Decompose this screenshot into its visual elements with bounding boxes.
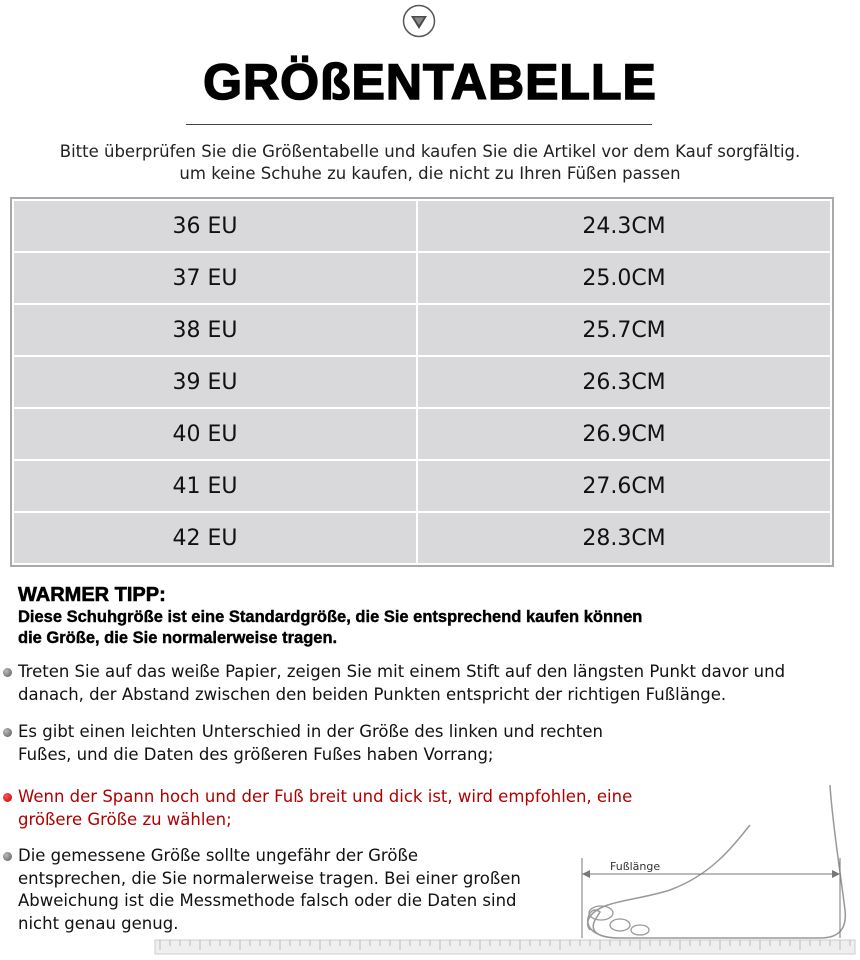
cm-length-cell: 24.3CM bbox=[417, 200, 831, 252]
intro-line-2: um keine Schuhe zu kaufen, die nicht zu Ihren Füßen passen bbox=[179, 164, 681, 183]
eu-size-cell: 42 EU bbox=[13, 512, 417, 564]
eu-size-cell: 40 EU bbox=[13, 408, 417, 460]
cm-length-cell: 25.7CM bbox=[417, 304, 831, 356]
bullet-dot-icon bbox=[3, 668, 12, 677]
bullet-dot-icon bbox=[3, 793, 12, 802]
tip-line-2: die Größe, die Sie normalerweise tragen. bbox=[18, 629, 338, 647]
bullet-item-warning bbox=[18, 786, 632, 831]
eu-size-cell: 39 EU bbox=[13, 356, 417, 408]
cm-length-cell: 28.3CM bbox=[417, 512, 831, 564]
table-row bbox=[13, 460, 831, 512]
foot-length-label: Fußlänge bbox=[610, 860, 661, 873]
eu-size-cell: 36 EU bbox=[13, 200, 417, 252]
page-title: GRÖßENTABELLE bbox=[203, 54, 657, 110]
bullet-dot-icon bbox=[3, 728, 12, 737]
bullet-line: größere Größe zu wählen; bbox=[18, 809, 232, 829]
bullet-line: Treten Sie auf das weiße Papier, zeigen Sie mit einem Stift auf den längsten Punkt davor und bbox=[18, 662, 786, 681]
bullet-line: Abweichung ist die Messmethode falsch oder die Daten sind bbox=[18, 891, 517, 910]
cm-length-cell: 26.9CM bbox=[417, 408, 831, 460]
bullet-line: Fußes, und die Daten des größeren Fußes haben Vorrang; bbox=[18, 744, 494, 764]
bullet-item bbox=[18, 845, 521, 935]
tip-line-1: Diese Schuhgröße ist eine Standardgröße, die Sie entsprechend kaufen können bbox=[18, 608, 643, 626]
bullet-item bbox=[18, 661, 785, 706]
table-row bbox=[13, 252, 831, 304]
table-row bbox=[13, 304, 831, 356]
title-divider bbox=[186, 124, 652, 125]
cm-length-cell: 26.3CM bbox=[417, 356, 831, 408]
bullet-line: Wenn der Spann hoch und der Fuß breit und dick ist, wird empfohlen, eine bbox=[18, 787, 633, 806]
bullet-item bbox=[18, 721, 603, 766]
bullet-line: danach, der Abstand zwischen den beiden Punkten entspricht der richtigen Fußlänge. bbox=[18, 684, 727, 704]
cm-length-cell: 27.6CM bbox=[417, 460, 831, 512]
cm-length-cell: 25.0CM bbox=[417, 252, 831, 304]
bullet-line: nicht genau genug. bbox=[18, 913, 179, 933]
bullet-line: entsprechen, die Sie normalerweise tragen. Bei einer großen bbox=[18, 868, 521, 888]
table-row bbox=[13, 200, 831, 252]
intro-line-1: Bitte überprüfen Sie die Größentabelle und kaufen Sie die Artikel vor dem Kauf sorgfältig. bbox=[59, 142, 801, 161]
eu-size-cell: 38 EU bbox=[13, 304, 417, 356]
tip-body bbox=[18, 607, 798, 649]
bullet-dot-icon bbox=[3, 852, 12, 861]
size-table bbox=[12, 199, 832, 565]
chevron-down-circle-icon bbox=[401, 3, 437, 39]
table-row bbox=[13, 408, 831, 460]
tip-heading: WARMER TIPP: bbox=[18, 584, 166, 606]
table-row bbox=[13, 356, 831, 408]
eu-size-cell: 37 EU bbox=[13, 252, 417, 304]
bullet-line: Die gemessene Größe sollte ungefähr der Größe bbox=[18, 846, 418, 865]
bullet-line: Es gibt einen leichten Unterschied in der Größe des linken und rechten bbox=[18, 722, 604, 741]
table-row bbox=[13, 512, 831, 564]
eu-size-cell: 41 EU bbox=[13, 460, 417, 512]
